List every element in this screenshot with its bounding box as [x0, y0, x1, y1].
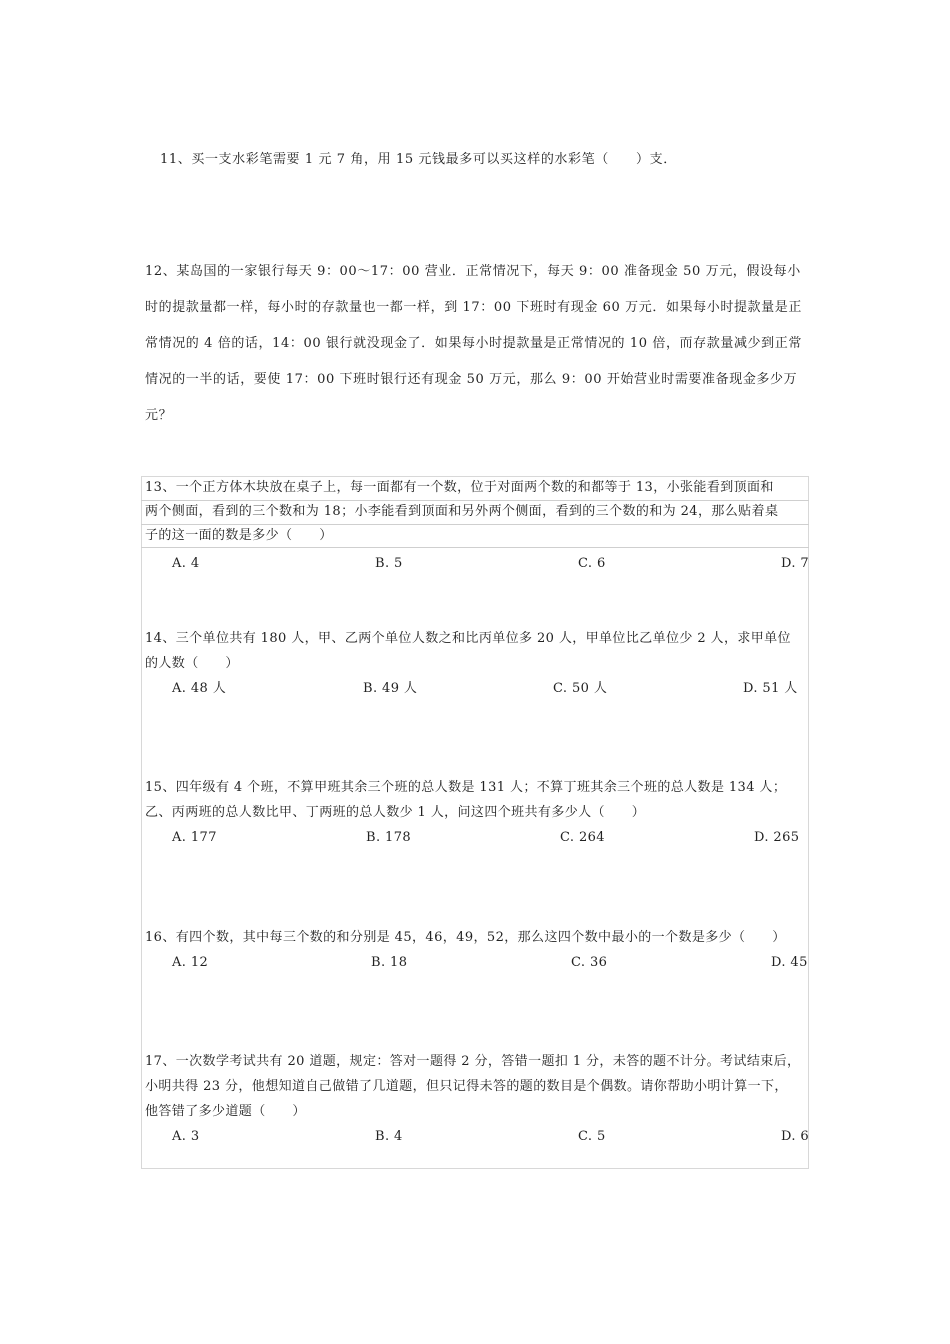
option-b: B. 18 [371, 955, 408, 970]
question-13-options [145, 551, 809, 576]
option-d: D. 7 [781, 556, 810, 571]
option-a: A. 3 [172, 1129, 200, 1144]
question-11: 11、买一支水彩笔需要 1 元 7 角，用 15 元钱最多可以买这样的水彩笔（ ）支． [160, 152, 677, 167]
question-line: 小明共得 23 分，他想知道自己做错了几道题，但只记得未答的题的数目是个偶数。请你帮助小明计算一下， [145, 1079, 788, 1094]
option-d: D. 265 [754, 830, 800, 845]
option-c: C. 264 [560, 830, 605, 845]
option-b: B. 5 [375, 556, 403, 571]
question-14 [145, 626, 809, 701]
option-d: D. 6 [781, 1129, 810, 1144]
option-c: C. 5 [578, 1129, 606, 1144]
option-a: A. 177 [172, 830, 217, 845]
question-line: 他答错了多少道题（ ） [145, 1104, 306, 1119]
question-line: 13、一个正方体木块放在桌子上，每一面都有一个数，位于对面两个数的和都等于 13，小张能看到顶面和 [145, 480, 774, 495]
question-line: 乙、丙两班的总人数比甲、丁两班的总人数少 1 人，问这四个班共有多少人（ ） [145, 805, 646, 820]
question-line: 15、四年级有 4 个班，不算甲班其余三个班的总人数是 131 人；不算丁班其余三个班的总人数是 134 人； [145, 780, 787, 795]
option-c: C. 36 [571, 955, 608, 970]
option-b: B. 4 [375, 1129, 403, 1144]
option-c: C. 50 人 [553, 681, 608, 696]
option-d: D. 45 [771, 955, 808, 970]
question-16 [145, 925, 809, 975]
option-a: A. 4 [172, 556, 200, 571]
question-line: 子的这一面的数是多少（ ） [145, 528, 333, 543]
question-line: 17、一次数学考试共有 20 道题，规定：答对一题得 2 分，答错一题扣 1 分，未答的题不计分。考试结束后， [145, 1054, 801, 1069]
option-a: A. 48 人 [172, 681, 227, 696]
question-12: 12、某岛国的一家银行每天 9：00～17：00 营业．正常情况下，每天 9：00 准备现金 50 万元，假设每小时的提款量都一样，每小时的存款量也一都一样，到 17：00 下班时有现金 60 万元．如果每小时提款量是正常情况的 4 倍的话，14：00 银行就没现金了．如果每小时提款量是正常情况的 10 倍，而存款量减少到正常情况的一半的话，要使 17：00 下班时银行还有现金 50 万元，那么 9：00 开始营业时需要准备现金多少万元？ [145, 264, 802, 423]
question-13 [145, 476, 809, 548]
option-d: D. 51 人 [743, 681, 798, 696]
question-15 [145, 775, 809, 850]
question-17 [145, 1049, 809, 1149]
option-b: B. 49 人 [363, 681, 418, 696]
question-line: 的人数（ ） [145, 656, 239, 671]
question-line: 14、三个单位共有 180 人，甲、乙两个单位人数之和比丙单位多 20 人，甲单位比乙单位少 2 人，求甲单位 [145, 631, 791, 646]
option-c: C. 6 [578, 556, 606, 571]
question-line: 16、有四个数，其中每三个数的和分别是 45，46，49，52，那么这四个数中最小的一个数是多少（ ） [145, 930, 786, 945]
option-b: B. 178 [366, 830, 412, 845]
option-a: A. 12 [172, 955, 209, 970]
question-line: 两个侧面，看到的三个数和为 18；小李能看到顶面和另外两个侧面，看到的三个数的和为 24，那么贴着桌 [145, 504, 779, 519]
